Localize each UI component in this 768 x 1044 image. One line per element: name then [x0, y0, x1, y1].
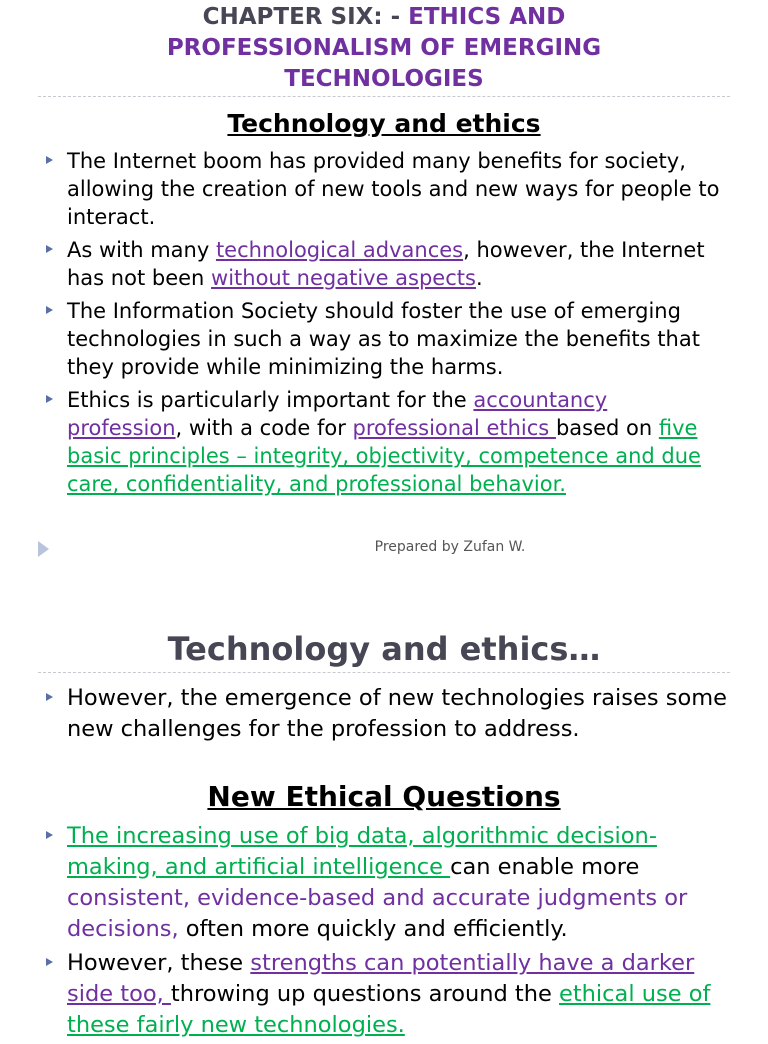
bullet-arrow-icon	[46, 245, 53, 253]
list-item	[0, 948, 768, 1041]
slide-1-title	[0, 2, 768, 95]
title-prefix: CHAPTER SIX: -	[202, 4, 409, 30]
bullet-text: However, the emergence of new technologies raises some new challenges for the profession to address.	[67, 685, 727, 742]
bullet-text: , however, the Internet has not been	[67, 238, 705, 290]
title-part-3: TECHNOLOGIES	[284, 66, 484, 92]
link-big-data-ai[interactable]: The increasing use of big data, algorithmic decision-making, and artificial intelligence	[67, 823, 657, 880]
link-negative-aspects[interactable]: without negative aspects	[211, 266, 476, 290]
list-item	[0, 386, 768, 498]
link-ethical-use[interactable]: ethical use of these fairly new technologies.	[67, 981, 711, 1038]
bullet-text: As with many	[67, 238, 216, 262]
list-item	[0, 683, 768, 745]
link-professional-ethics[interactable]: professional ethics	[352, 416, 556, 440]
bullet-text: , with a code for	[175, 416, 353, 440]
bullet-text: The Information Society should foster the use of emerging technologies in such a way as to maximize the benefits that they provide while minimizing the harms.	[67, 299, 700, 379]
footer-prepared-by: Prepared by Zufan W.	[374, 539, 526, 555]
bullet-text: However, these	[67, 950, 251, 976]
highlight-consistent-decisions: consistent, evidence-based and accurate judgments or decisions,	[67, 885, 688, 942]
slide-2-intro-list	[0, 683, 768, 748]
footer-arrow-icon	[38, 541, 49, 557]
bullet-text: Ethics is particularly important for the	[67, 388, 474, 412]
list-item	[0, 821, 768, 945]
list-item	[0, 297, 768, 381]
bullet-arrow-icon	[46, 958, 53, 966]
bullet-text: throwing up questions around the	[170, 981, 559, 1007]
title-part-2: PROFESSIONALISM OF EMERGING	[166, 35, 602, 61]
link-technological-advances[interactable]: technological advances	[215, 238, 464, 262]
link-five-basic-principles[interactable]: five basic principles – integrity, objectivity, competence and due care, confidentiality, and professional behavior.	[67, 416, 701, 496]
bullet-text: .	[475, 266, 483, 290]
bullet-text: The Internet boom has provided many benefits for society, allowing the creation of new tools and new ways for people to interact.	[67, 149, 720, 229]
bullet-text: based on	[555, 416, 659, 440]
link-darker-side[interactable]: strengths can potentially have a darker side too,	[67, 950, 695, 1007]
subheading-new-ethical-questions: New Ethical Questions	[207, 780, 561, 813]
bullet-arrow-icon	[46, 156, 53, 164]
bullet-arrow-icon	[46, 395, 53, 403]
list-item	[0, 236, 768, 292]
subheading-technology-ethics: Technology and ethics	[227, 109, 541, 138]
link-accountancy-profession[interactable]: accountancy profession	[67, 388, 608, 440]
bullet-arrow-icon	[46, 306, 53, 314]
title-divider	[38, 96, 730, 97]
bullet-text: often more quickly and efficiently.	[178, 916, 568, 942]
title-divider	[38, 672, 730, 673]
slide-2-title: Technology and ethics…	[167, 630, 601, 668]
list-item	[0, 147, 768, 231]
bullet-text: can enable more	[450, 854, 640, 880]
bullet-arrow-icon	[46, 831, 53, 839]
slide-1-bullet-list	[0, 147, 768, 503]
bullet-arrow-icon	[46, 693, 53, 701]
title-part-1: ETHICS AND	[408, 4, 566, 30]
slide-2-bullet-list	[0, 821, 768, 1044]
